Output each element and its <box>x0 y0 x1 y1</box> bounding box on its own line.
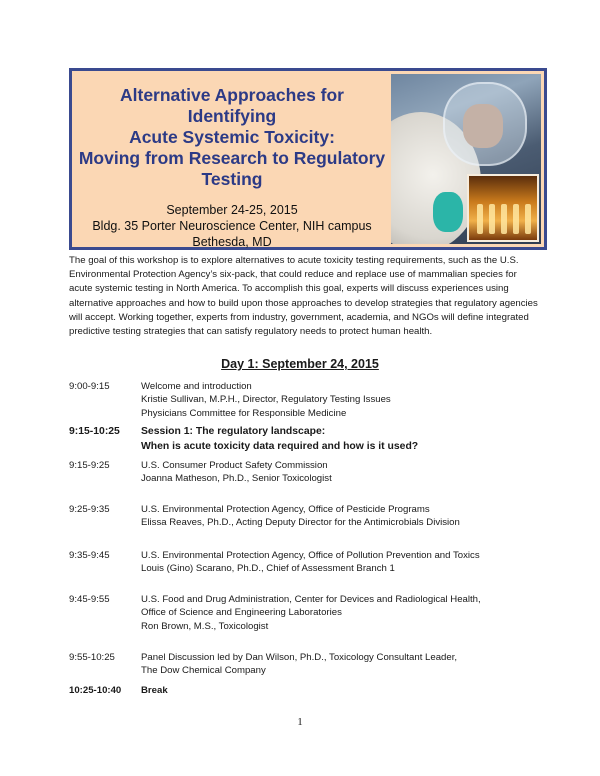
event-date: September 24-25, 2015 <box>166 203 298 217</box>
agenda-line: Panel Discussion led by Dan Wilson, Ph.D., Toxicology Consultant Leader, <box>141 652 458 663</box>
agenda-description <box>141 459 551 486</box>
agenda-description <box>141 380 551 420</box>
agenda-description <box>141 503 551 530</box>
agenda-line: The Dow Chemical Company <box>141 665 266 677</box>
title-line: Alternative Approaches for Identifying <box>120 85 344 126</box>
agenda-description <box>141 684 551 697</box>
agenda-line: U.S. Environmental Protection Agency, Office of Pesticide Programs <box>141 504 430 515</box>
lab-scientist-photo <box>391 74 541 244</box>
agenda-line: U.S. Consumer Product Safety Commission <box>141 460 328 471</box>
agenda-time: 9:15-10:25 <box>69 426 120 437</box>
agenda-line: Ron Brown, M.S., Toxicologist <box>141 620 269 632</box>
agenda-line: Break <box>141 685 168 696</box>
banner-text <box>72 71 392 247</box>
agenda-line: When is acute toxicity data required and how is it used? <box>141 441 419 452</box>
agenda-time: 9:55-10:25 <box>69 652 115 663</box>
day-heading: Day 1: September 24, 2015 <box>221 357 379 371</box>
agenda-line: Louis (Gino) Scarano, Ph.D., Chief of Assessment Branch 1 <box>141 563 395 575</box>
agenda-description <box>141 593 551 633</box>
agenda-line: Physicians Committee for Responsible Medicine <box>141 407 347 419</box>
page-number: 1 <box>297 716 303 728</box>
agenda-description <box>141 549 551 576</box>
agenda-line: Welcome and introduction <box>141 381 252 392</box>
agenda-description <box>141 651 551 678</box>
workshop-title <box>78 85 386 190</box>
agenda-time: 10:25-10:40 <box>69 685 122 696</box>
workshop-goal-paragraph: The goal of this workshop is to explore alternatives to acute toxicity testing requirements, such as the U.S. Environmental Protection Agency’s six-pack, that could reduce and replace use of mammalian species for acute systemic testing in North America. To accomplish this goal, experts will discuss experiences using alternative approaches and how to build upon those approaches to develop strategies that regulatory agencies will accept. Working together, experts from industry, government, academia, and NGOs will define integrated predictive testing strategies that can satisfy regulatory needs to protect human health. <box>69 255 538 338</box>
test-tubes-inset-photo <box>467 174 539 242</box>
agenda-time: 9:45-9:55 <box>69 594 110 605</box>
title-line: Moving from Research to Regulatory <box>78 148 386 168</box>
agenda-time: 9:00-9:15 <box>69 381 110 392</box>
agenda-line: U.S. Environmental Protection Agency, Office of Pollution Prevention and Toxics <box>141 550 480 561</box>
agenda-line: U.S. Food and Drug Administration, Center for Devices and Radiological Health, <box>141 594 481 605</box>
agenda-time: 9:35-9:45 <box>69 550 110 561</box>
session-title <box>141 424 551 454</box>
agenda-line: Kristie Sullivan, M.P.H., Director, Regulatory Testing Issues <box>141 394 391 406</box>
title-line: Testing <box>201 169 263 189</box>
agenda-line: Joanna Matheson, Ph.D., Senior Toxicologist <box>141 473 332 485</box>
agenda-time: 9:15-9:25 <box>69 460 110 471</box>
agenda-time: 9:25-9:35 <box>69 504 110 515</box>
event-city: Bethesda, MD <box>192 235 272 249</box>
workshop-banner <box>69 68 547 250</box>
event-details <box>72 202 392 250</box>
agenda-line: Elissa Reaves, Ph.D., Acting Deputy Director for the Antimicrobials Division <box>141 517 460 529</box>
agenda-line: Session 1: The regulatory landscape: <box>141 426 326 437</box>
agenda-line: Office of Science and Engineering Laboratories <box>141 607 342 619</box>
event-venue: Bldg. 35 Porter Neuroscience Center, NIH campus <box>92 219 372 233</box>
title-line: Acute Systemic Toxicity: <box>129 127 335 147</box>
